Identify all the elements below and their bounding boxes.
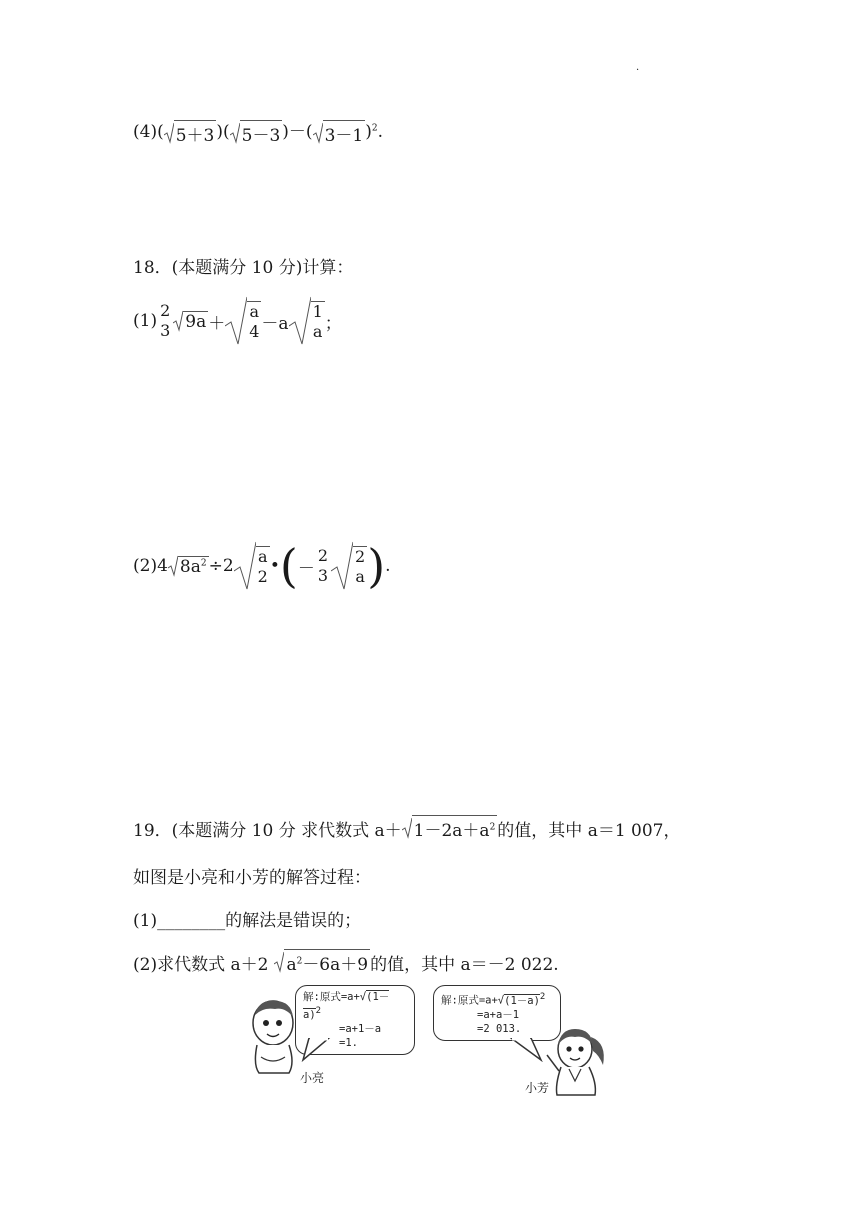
fraction: 2 3 — [160, 301, 171, 340]
name-xiaoliang: 小亮 — [300, 1071, 325, 1085]
q17-part4: (4)( 5＋3 )( 5－3 )－( 3－1 )$^2$. — [133, 117, 383, 146]
q19-part1: (1)________的解法是错误的； — [133, 911, 362, 931]
fraction: 2 a — [355, 546, 366, 586]
radical — [289, 296, 325, 346]
bubble-line: 解:原式$=a+√(1-a)^2$ — [441, 992, 546, 1007]
radical — [234, 541, 270, 591]
left-paren: ( — [279, 539, 298, 593]
bubble-line: =a+1－a — [339, 1022, 382, 1035]
answer-blank[interactable]: ________ — [157, 911, 226, 931]
q18-part1: (1) 2 3 9a ＋ a 4 －a 1 a ； — [133, 296, 342, 346]
right-paren: ) — [367, 539, 386, 593]
fraction: 2 3 — [317, 546, 329, 585]
radical: $1-2a+a^2$ — [402, 815, 498, 841]
illustration — [245, 985, 620, 1095]
q18-part2: (2)4 $8a^2$ ÷2 a 2 • ( － 2 3 2 a ) . — [133, 539, 391, 593]
speech-bubble-right — [433, 985, 561, 1041]
q19-part2: (2)求代数式 a＋2 $a^2-6a+9$ 的值，其中 a＝－2 022. — [133, 949, 559, 975]
q17-part4-label: (4) — [133, 122, 158, 142]
q19-intro: 如图是小亮和小芳的解答过程： — [133, 868, 371, 888]
fraction: a 2 — [257, 546, 268, 586]
corner-dot: . — [636, 62, 640, 73]
girl-figure-icon — [545, 1025, 615, 1097]
bubble-line: =a+a－1 — [477, 1008, 520, 1021]
radical: 3－1 — [313, 120, 366, 146]
name-xiaofang: 小芳 — [525, 1081, 550, 1095]
bubble-line: =1. — [339, 1036, 358, 1049]
radical: 9a — [173, 310, 208, 332]
bubble-tail-left-icon — [301, 1038, 341, 1062]
q18-header: 18．(本题满分 10 分)计算： — [133, 258, 354, 278]
bubble-line: 解:原式$=a+√(1-a)^2$ — [303, 991, 390, 1021]
radical — [331, 541, 367, 591]
radical: $8a^2$ — [168, 555, 209, 577]
radical: $a^2-6a+9$ — [274, 949, 370, 975]
radical: 5－3 — [230, 120, 283, 146]
bubble-tail-right-icon — [505, 1038, 545, 1062]
fraction: a 4 — [249, 301, 260, 341]
radical: 5＋3 — [164, 120, 217, 146]
q19-header: 19．(本题满分 10 分 求代数式 a＋ $1-2a+a^2$ 的值，其中 a＝1 007， — [133, 815, 681, 841]
fraction: 1 a — [312, 301, 323, 341]
bubble-line: =2 013. — [477, 1022, 522, 1035]
radical — [225, 296, 261, 346]
